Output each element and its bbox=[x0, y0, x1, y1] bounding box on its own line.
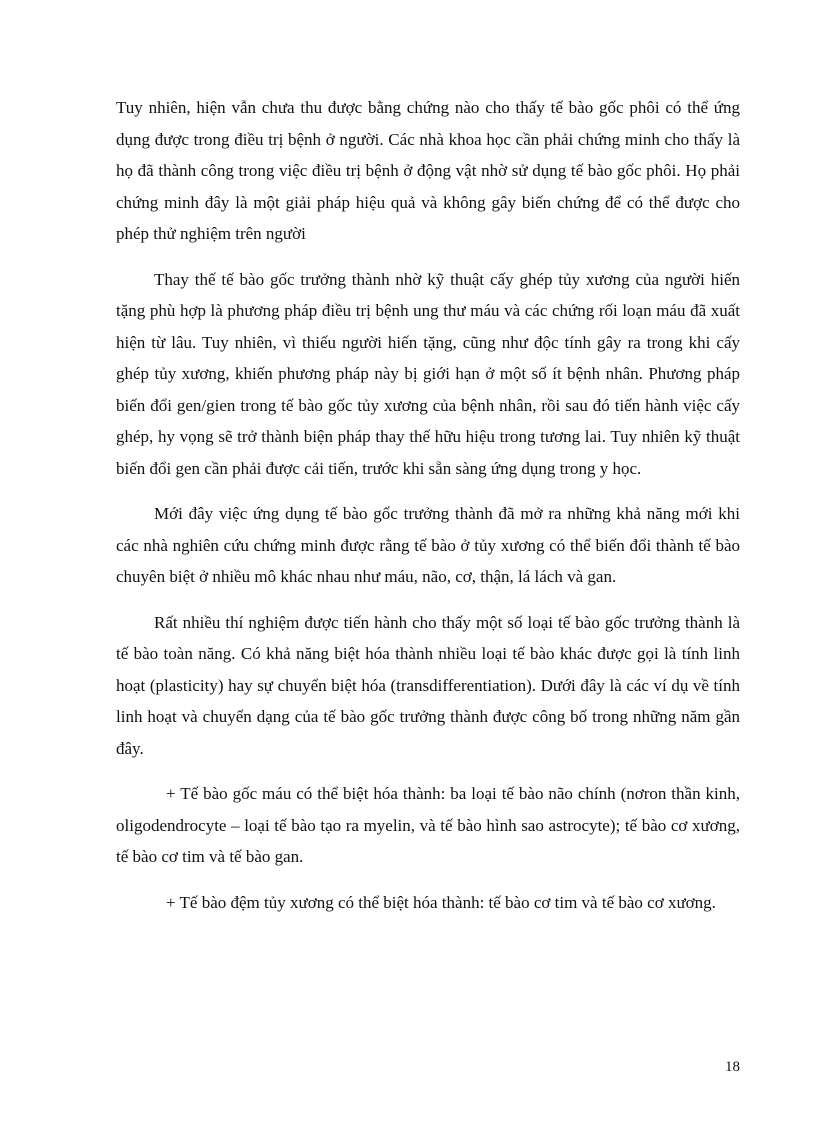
list-item-hematopoietic-stem-cells: + Tế bào gốc máu có thể biệt hóa thành: ba loại tế bào não chính (nơron thần kinh, oligodendrocyte – loại tế bào tạo ra myelin, và tế bào hình sao astrocyte); tế bào cơ xương, tế bào cơ tim và tế bào gan. bbox=[116, 784, 740, 866]
list-item-bone-marrow-stromal-cells: + Tế bào đệm tủy xương có thể biệt hóa thành: tế bào cơ tim và tế bào cơ xương. bbox=[166, 892, 716, 912]
paragraph-bone-marrow-transplant: Thay thế tế bào gốc trưởng thành nhờ kỹ thuật cấy ghép tủy xương của người hiến tặng phù hợp là phương pháp điều trị bệnh ung thư máu và các chứng rối loạn máu đã xuất hiện từ lâu. Tuy nhiên, vì thiếu người hiến tặng, cũng như độc tính gây ra trong khi cấy ghép tủy xương, khiến phương pháp này bị giới hạn ở một số ít bệnh nhân. Phương pháp biến đổi gen/gien trong tế bào gốc tủy xương của bệnh nhân, rồi sau đó tiến hành việc cấy ghép, hy vọng sẽ trở thành biện pháp thay thế hữu hiệu trong tương lai. Tuy nhiên kỹ thuật biến đổi gen cần phải được cải tiến, trước khi sẵn sàng ứng dụng trong y học. bbox=[116, 269, 740, 478]
paragraph-evidence-embryonic-stem-cells: Tuy nhiên, hiện vẫn chưa thu được bằng chứng nào cho thấy tế bào gốc phôi có thể ứng dụng được trong điều trị bệnh ở người. Các nhà khoa học cần phải chứng minh cho thấy là họ đã thành công trong việc điều trị bệnh ở động vật nhờ sử dụng tế bào gốc phôi. Họ phải chứng minh đây là một giải pháp hiệu quả và không gây biến chứng để có thể được cho phép thử nghiệm trên người bbox=[116, 98, 740, 243]
paragraph-plasticity: Rất nhiều thí nghiệm được tiến hành cho thấy một số loại tế bào gốc trưởng thành là tế bào toàn năng. Có khả năng biệt hóa thành nhiều loại tế bào khác được gọi là tính linh hoạt (plasticity) hay sự chuyển biệt hóa (transdifferentiation). Dưới đây là các ví dụ về tính linh hoạt và chuyển dạng của tế bào gốc trưởng thành được công bố trong những năm gần đây. bbox=[116, 612, 740, 758]
page-number: 18 bbox=[725, 1059, 740, 1075]
document-page bbox=[116, 92, 740, 932]
paragraph-new-possibilities: Mới đây việc ứng dụng tế bào gốc trưởng thành đã mở ra những khả năng mới khi các nhà nghiên cứu chứng minh được rằng tế bào ở tủy xương có thể biến đổi thành tế bào chuyên biệt ở nhiều mô khác nhau như máu, não, cơ, thận, lá lách và gan. bbox=[116, 504, 740, 586]
